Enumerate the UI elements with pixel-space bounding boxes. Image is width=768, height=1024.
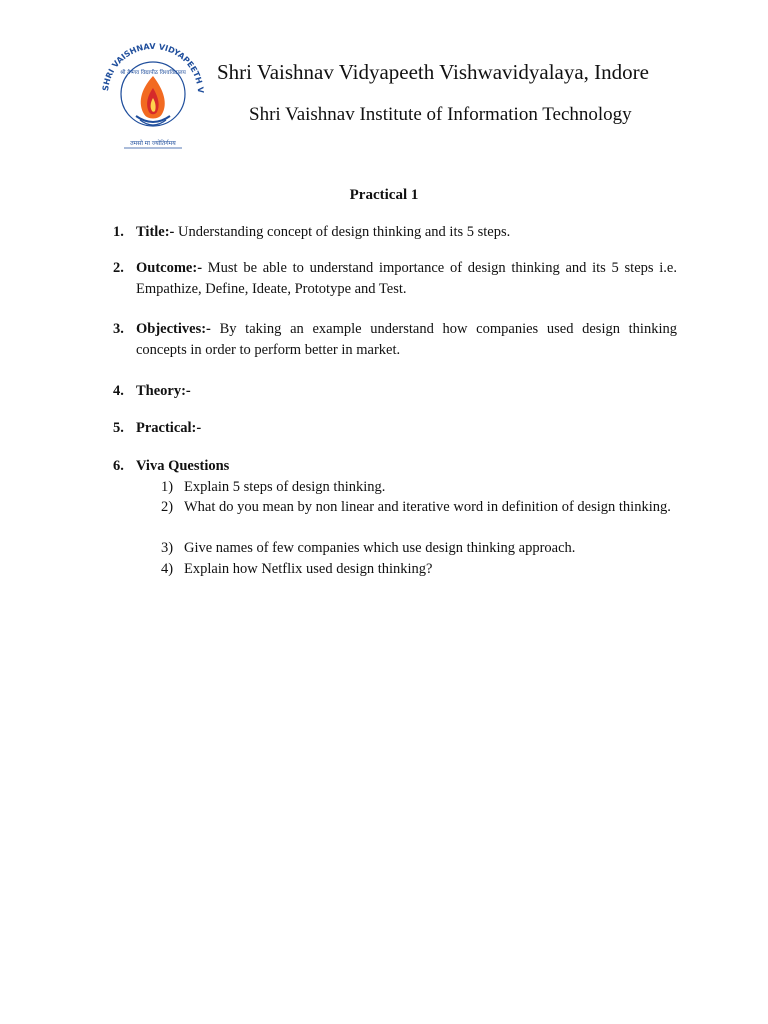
list-item-outcome — [113, 258, 677, 300]
question-text: Give names of few companies which use design thinking approach. — [184, 540, 576, 556]
item-text: By taking an example understand how companies used design thinking concepts in order to perform better in market. — [136, 321, 677, 358]
logo-motto: तमसो मा ज्योतिर्गमय — [130, 140, 176, 147]
item-number: 6. — [113, 458, 124, 474]
logo-arc-text: SHRI VAISHNAV VIDYAPEETH V — [101, 41, 206, 94]
question-number: 2) — [161, 499, 174, 515]
list-item-practical — [113, 418, 677, 439]
item-label: Title:- — [136, 224, 175, 240]
item-text: Must be able to understand importance of design thinking and its 5 steps i.e. Empathize, Define, Ideate, Prototype and Test. — [136, 260, 677, 297]
viva-question — [161, 559, 677, 580]
viva-question — [161, 538, 677, 559]
viva-question — [161, 497, 677, 518]
item-label: Outcome:- — [136, 260, 203, 276]
university-logo — [94, 32, 212, 152]
question-number: 3) — [161, 540, 174, 556]
question-number: 1) — [161, 479, 174, 495]
item-label: Theory:- — [136, 383, 191, 399]
item-number: 3. — [113, 321, 124, 337]
item-number: 1. — [113, 224, 124, 240]
institute-name: Shri Vaishnav Institute of Information Technology — [249, 104, 632, 125]
item-label: Viva Questions — [136, 458, 230, 474]
item-number: 2. — [113, 260, 124, 276]
item-number: 5. — [113, 420, 124, 436]
list-item-title — [113, 222, 677, 243]
item-text: Understanding concept of design thinking and its 5 steps. — [174, 224, 511, 240]
university-name: Shri Vaishnav Vidyapeeth Vishwavidyalaya, Indore — [217, 60, 649, 84]
list-item-viva — [113, 456, 677, 477]
logo-hindi-text: श्री वैष्णव विद्यापीठ विश्वविद्यालय — [120, 70, 186, 76]
question-text: What do you mean by non linear and iterative word in definition of design thinking. — [184, 499, 671, 515]
practical-title: Practical 1 — [349, 187, 419, 203]
list-item-theory — [113, 381, 677, 402]
item-label: Objectives:- — [136, 321, 211, 337]
question-number: 4) — [161, 561, 174, 577]
question-text: Explain how Netflix used design thinking? — [184, 561, 433, 577]
viva-question — [161, 477, 677, 498]
list-item-objectives — [113, 319, 677, 361]
item-label: Practical:- — [136, 420, 202, 436]
question-text: Explain 5 steps of design thinking. — [184, 479, 386, 495]
item-number: 4. — [113, 383, 124, 399]
